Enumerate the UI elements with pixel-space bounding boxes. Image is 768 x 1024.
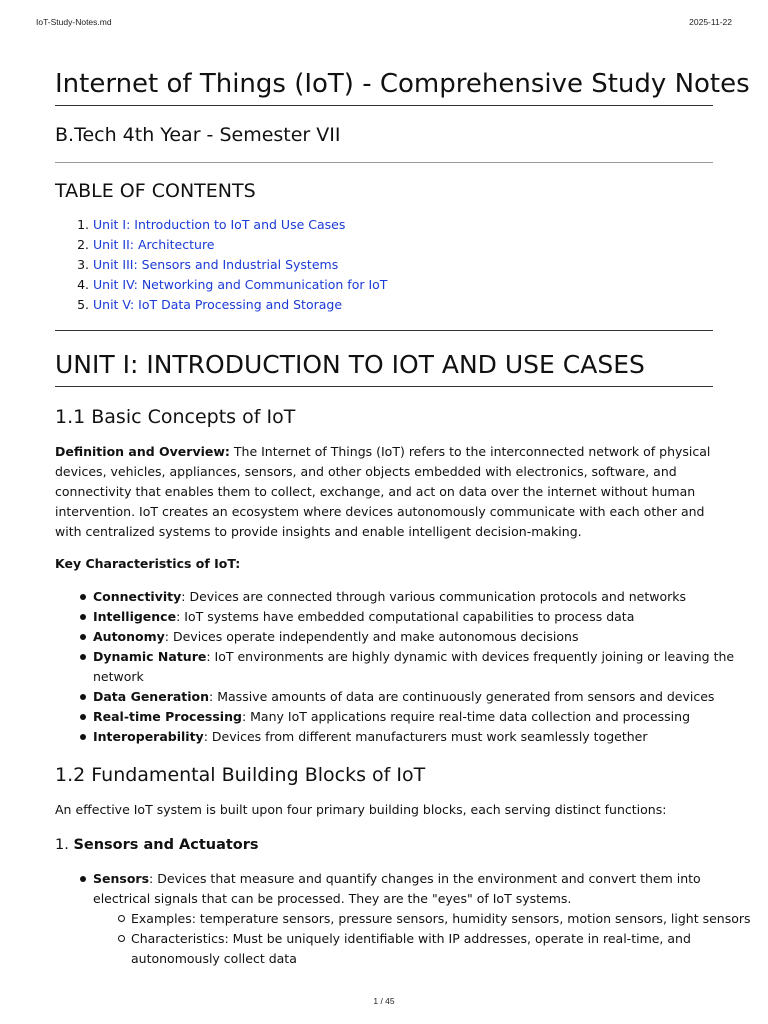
list-item-term: Real-time Processing — [93, 709, 242, 724]
toc-link-unit-1[interactable]: Unit I: Introduction to IoT and Use Cases — [93, 217, 346, 232]
list-item-text: : Devices from different manufacturers must work seamlessly together — [203, 729, 648, 744]
list-item-text: : Devices are connected through various communication protocols and networks — [181, 589, 686, 604]
page-title: Internet of Things (IoT) - Comprehensive Study Notes — [55, 66, 713, 106]
list-item-text: : IoT environments are highly dynamic with devices frequently joining or leaving the network — [93, 649, 735, 684]
toc-item — [93, 295, 387, 315]
list-item-term: Autonomy — [93, 629, 165, 644]
list-item-text: : Massive amounts of data are continuously generated from sensors and devices — [209, 689, 715, 704]
sub-list-item: Examples: temperature sensors, pressure sensors, humidity sensors, motion sensors, light sensors — [131, 909, 751, 929]
section-1-1-heading: 1.1 Basic Concepts of IoT — [55, 406, 296, 428]
characteristics-list — [55, 587, 751, 747]
table-of-contents — [55, 215, 387, 315]
block-number: 1. — [55, 837, 69, 853]
list-item — [93, 647, 751, 687]
block-title: Sensors and Actuators — [73, 837, 259, 853]
unit-1-heading: UNIT I: INTRODUCTION TO IOT AND USE CASES — [55, 348, 713, 387]
sub-list-item: Characteristics: Must be uniquely identifiable with IP addresses, operate in real-time, and autonomously collect data — [131, 929, 751, 969]
list-item — [93, 869, 751, 969]
definition-text: The Internet of Things (IoT) refers to the interconnected network of physical devices, vehicles, appliances, sensors, and other objects embedded with electronics, software, and connectivity that enables them to collect, exchange, and act on data over the internet without human intervention. IoT creates an ecosystem where devices autonomously communicate with each other and with centralized systems to provide insights and enable intelligent decision-making. — [55, 444, 711, 539]
list-item-text: : Devices that measure and quantify changes in the environment and convert them into electrical signals that can be processed. They are the "eyes" of IoT systems. — [93, 871, 701, 906]
list-item-text: : Devices operate independently and make autonomous decisions — [164, 629, 579, 644]
sensors-sublist — [93, 909, 751, 969]
toc-link-unit-3[interactable]: Unit III: Sensors and Industrial Systems — [93, 257, 339, 272]
block-1-heading — [55, 834, 259, 856]
list-item — [93, 707, 751, 727]
toc-link-unit-5[interactable]: Unit V: IoT Data Processing and Storage — [93, 297, 343, 312]
list-item-term: Connectivity — [93, 589, 182, 604]
toc-item — [93, 275, 387, 295]
list-item-term: Intelligence — [93, 609, 177, 624]
list-item-term: Data Generation — [93, 689, 210, 704]
list-item-term: Sensors — [93, 871, 150, 886]
building-blocks-intro: An effective IoT system is built upon four primary building blocks, each serving distinct functions: — [55, 802, 667, 817]
list-item — [93, 587, 751, 607]
list-item-text: : Many IoT applications require real-time data collection and processing — [241, 709, 691, 724]
definition-paragraph — [55, 442, 713, 542]
list-item-term: Interoperability — [93, 729, 204, 744]
list-item — [93, 627, 751, 647]
toc-item — [93, 255, 387, 275]
divider — [55, 330, 713, 331]
print-date: 2025-11-22 — [689, 17, 732, 27]
section-1-2-heading: 1.2 Fundamental Building Blocks of IoT — [55, 764, 426, 786]
list-item-term: Dynamic Nature — [93, 649, 207, 664]
toc-heading: TABLE OF CONTENTS — [55, 180, 256, 202]
list-item — [93, 727, 751, 747]
list-item-text: : IoT systems have embedded computational capabilities to process data — [176, 609, 635, 624]
list-item — [93, 687, 751, 707]
sensors-list — [55, 869, 751, 969]
definition-label: Definition and Overview: — [55, 444, 230, 459]
key-characteristics-heading: Key Characteristics of IoT: — [55, 556, 241, 571]
print-filename: IoT-Study-Notes.md — [36, 17, 112, 27]
page-subtitle: B.Tech 4th Year - Semester VII — [55, 122, 713, 163]
toc-link-unit-4[interactable]: Unit IV: Networking and Communication for IoT — [93, 277, 388, 292]
print-header — [36, 17, 732, 29]
toc-link-unit-2[interactable]: Unit II: Architecture — [93, 237, 215, 252]
toc-item — [93, 215, 387, 235]
page-number: 1 / 45 — [373, 996, 395, 1006]
toc-item — [93, 235, 387, 255]
list-item — [93, 607, 751, 627]
